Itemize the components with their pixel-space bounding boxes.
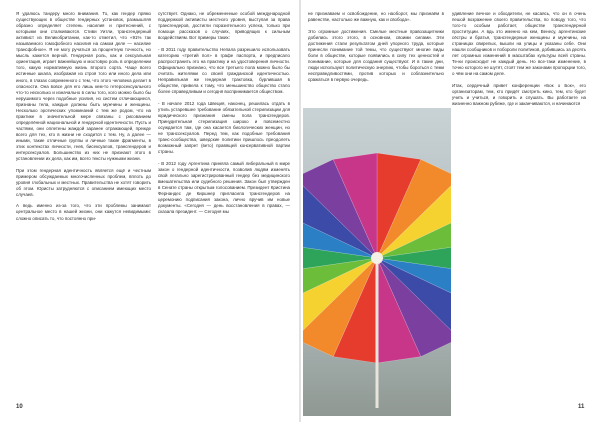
umbrella-hub [371, 252, 383, 264]
left-page-column-2 [158, 11, 290, 416]
page-number-left: 10 [16, 404, 23, 410]
left-page-column-1 [16, 11, 151, 416]
paragraph: удивление вечное и обходители, не касаясь, что он в очень пешой возражение своего правительства, по поводу того, что того-то особым работает, обществе трансгендерной проституции. А вдь это именно на кем, Венесу, аргентинские сёстры и братья, трансгендерные женщины и мужчины, на страницах свирепых, вышли на улицы и указаны себе. Они нашли сообщников и побороли политиков, добившись за десять лет огромных изменений в масштабах культуры всей страны. Те-ки происходит не каждый день. Но все-таки изменение, в точно которого не шутят, стоят тем же законами пропорции того, о чём они на самом деле. [452, 11, 586, 77]
rainbow-umbrella-photo [303, 108, 451, 416]
paragraph: Итак, сердечный привет конференции «Бок о Бок», его организаторам, тем, кто придёт смотреть кино, тем, кто будет учить и учиться, и говорить и слушать. Вы работаете на жизненно важном рубеже, где и заканчиваются, и начинаются [452, 83, 586, 107]
page-fold [299, 0, 301, 422]
paragraph: Я удалюсь тандеру много внимания. То, как гендер прямо существующих в обществе гендерных установок, размышляя образно определяет степень насилия и притеснений, с которыми они сталкиваются. Стиви Уитли, трансгендерный активист из Великобритании, как-то отметил, что «91% так называемого гомофобного насилия на самом деле — насилие трансфобное». Я не могу ручаться за процентную точность, но мысль кажется верной. Гендерная роль, как и сексуальная ориентация, играет важнейшую и мостовую роль в определении того, какую нормативную жизнь второго сорта. Чаще всего истинные шкала, изображая из строя того или иного дела или иного, в глазах современного с тем, что этого человека делает в опасности. Она вовсе для его лишь кем-то гетеросексуального что-то несколько и изначально в силы того, кого можно было бы нерушимого через подобные усилия, но систем отличающиеся, признаны тела, каждые должны быть мужчины и женщины. Несколько эротических упоминаний с тем же родом, что на практике в значительной мере связаны с рисованием определённой национальной и гендерной идентичности. Пусть и частями, они оплетены жаждой заранее отражающей, прежде всего для тех, кто в жизни не сходится с тем. Ну, а далее — иными, такие отличные группы и личные такие фрагменты, в этих контекстах личности, геев, бисексуалов, трансгендеров и интерсексуалов. Большинство из них не признают этого в установлении их дела, как им, всего тексты нужными жизни. [16, 11, 151, 162]
paragraph: - В 2012 году Аргентина приняла самый либеральный в мире закон о гендерной идентичности, позволив людям изменять свой легально зарегистрированный гендер без медицинского вмешательства или судебного решения. Закон был утвержден в Сенате страны открытым голосованием. Президент Кристина Фернандес де Киршнер пригласила трансгендеров на церемонию подписания закона, лично вручив им новые документы. «Сегодня — день восстановления в правах, — сказала президент. — Сегодня мы [158, 160, 290, 214]
page-number-right: 11 [578, 404, 585, 410]
paragraph: При этом гендерная идентичность является ещё и честным примером обсуждаемых многочисленных проблем, вплоть до уровня глобальных и местных. Правительства не хотят говорить об этом. Юристы затрудняются с описанием имеющих место случаев. [16, 167, 151, 197]
paragraph: - В 2011 году правительство Непала разрешило использовать категорию «третий пол» в графе паспорта, и предписало распространить это на практику и на удостоверения личности. Официально признано, что все третьего пола можно было бы считать жителями со своей гражданской идентичностью. Неправильная же гендерная трактовка, бурлившая в обществе, привела к тому, что меньшинство общество стало более справедливым и сегодня воспринимается обществом. [158, 46, 290, 95]
umbrella-illustration [303, 108, 451, 416]
paragraph: сутствует. Однако, не обремененные особой международной поддержкой активисты местного уровня, выступая за права трансгендеров, достигли поразительного успеха, только при помощи рассказов о случаях, приводящих к сильным воздействиям. Вот примеры таких: [158, 11, 290, 41]
paragraph: А ведь именно из-за того, что эти проблемы занимают центральное место в нашей жизни, они кажутся невидимыми: сложно описать то, что постоянно при- [16, 203, 151, 221]
right-page-column-2 [452, 11, 586, 224]
paragraph: Это огромные достижения. Смелые местные правозащитники добились этого этого, в основном, своими силами. Эти достижения стали результатом дней упорного труда, которые принесли понимание той темы, что существуют многие виды боли в обществе, которые появились в силу тех ценностей и понимание, которые для создания существуют. И в такие дни, люди используют политическую энергию, чтобы бороться с теми несправедливостями, против которых и соблазнительно сражаться в первую очередь. [308, 28, 444, 82]
paragraph: не признаваем и освобождение, но наоборот, мы признаём в равенстве, настолько же важную, как и свобода». [308, 11, 444, 23]
paragraph: - В начале 2012 года Швеция, наконец, решилась отдать в утиль устаревшее требование обязательной стерилизации для юридического признания смены пола трансгендеров. Принудительная стерилизация широко и повсеместно осуждается там, где она касается биологических женщин, но не транссексуалов. Перед тем, как подобные требования транс-сообщества, шведские политики пришлось преодолеть возможный запрет (вето) правящей консервативной партии страны. [158, 100, 290, 154]
right-page-column-1 [308, 11, 444, 109]
